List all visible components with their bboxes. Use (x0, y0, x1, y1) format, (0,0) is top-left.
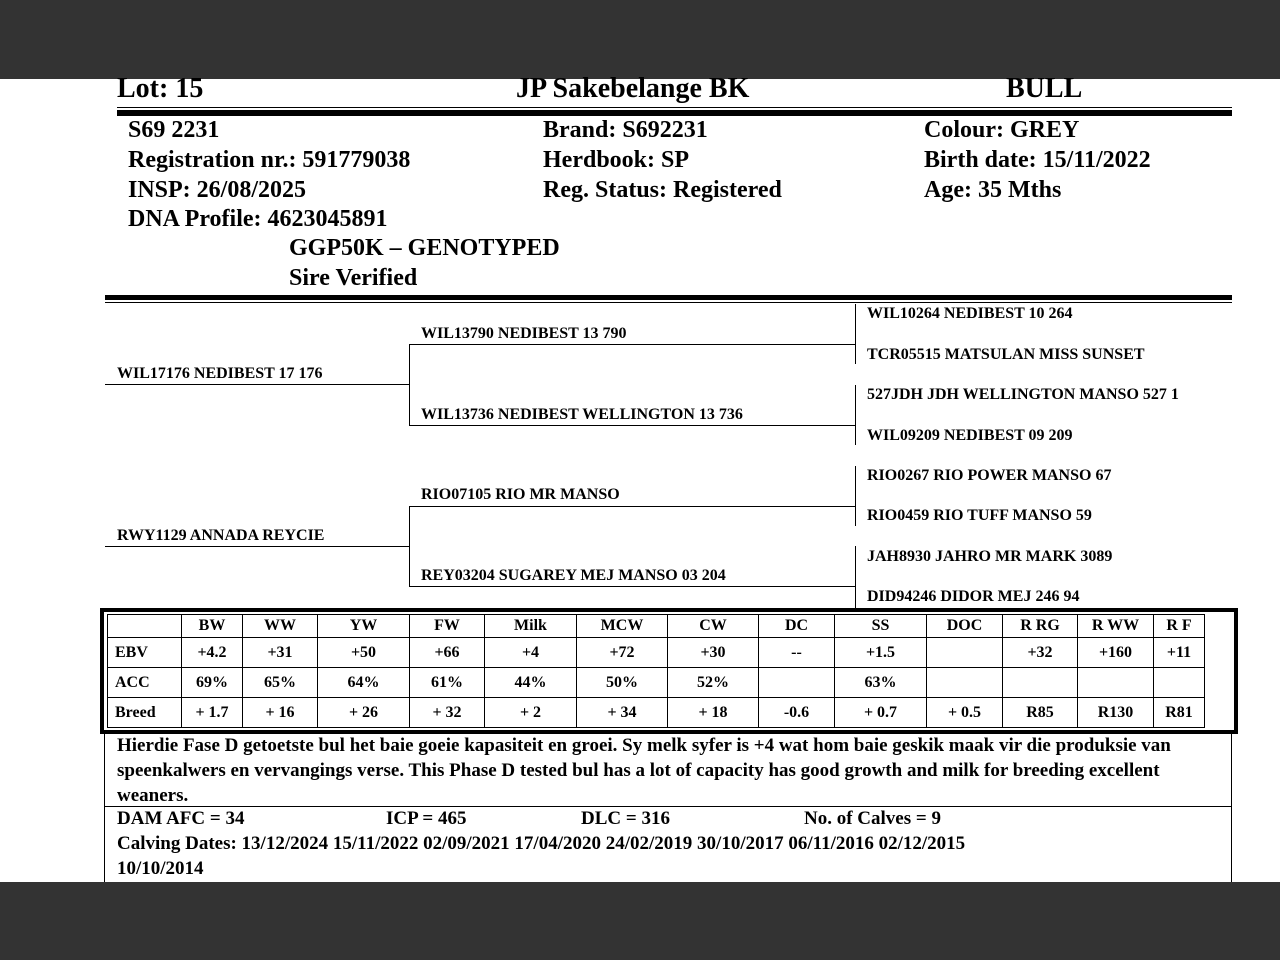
ebv-row (108, 638, 1205, 668)
table-header: DC (759, 615, 835, 638)
table-cell: + 0.7 (835, 698, 927, 728)
sire-dam-name: WIL13736 NEDIBEST WELLINGTON 13 736 (421, 406, 743, 423)
sire-verified: Sire Verified (289, 265, 418, 291)
table-cell: 50% (577, 668, 668, 698)
dam-line (105, 546, 410, 547)
animal-sex: BULL (1006, 73, 1083, 104)
ggp-name: DID94246 DIDOR MEJ 246 94 (867, 588, 1080, 605)
calving-dates-continued: 10/10/2014 (117, 858, 204, 879)
dlc: DLC = 316 (581, 808, 670, 829)
table-header: R F (1154, 615, 1205, 638)
sire-sire-name: WIL13790 NEDIBEST 13 790 (421, 325, 627, 342)
row-label: ACC (108, 668, 182, 698)
number-of-calves: No. of Calves = 9 (804, 808, 941, 829)
herdbook: Herdbook: SP (543, 147, 690, 173)
table-cell: + 34 (577, 698, 668, 728)
table-header: SS (835, 615, 927, 638)
colour: Colour: GREY (924, 117, 1080, 143)
table-header: BW (182, 615, 243, 638)
table-cell: 63% (835, 668, 927, 698)
table-cell: + 0.5 (927, 698, 1003, 728)
ggp-name: TCR05515 MATSULAN MISS SUNSET (867, 346, 1145, 363)
acc-row (108, 668, 1205, 698)
dam-dam-line (409, 586, 855, 587)
ggp-bracket-3 (855, 466, 856, 526)
table-cell: +31 (243, 638, 318, 668)
table-header: CW (668, 615, 759, 638)
table-cell: R85 (1003, 698, 1078, 728)
ggp-name: 527JDH JDH WELLINGTON MANSO 527 1 (867, 386, 1179, 403)
table-cell: + 18 (668, 698, 759, 728)
table-header: FW (410, 615, 485, 638)
table-cell: 44% (485, 668, 577, 698)
table-cell (927, 638, 1003, 668)
dna-profile: DNA Profile: 4623045891 (128, 206, 388, 232)
table-header: YW (318, 615, 410, 638)
table-cell: + 2 (485, 698, 577, 728)
desc-divider (104, 806, 1232, 807)
sire-name: WIL17176 NEDIBEST 17 176 (117, 365, 323, 382)
ggp-name: WIL09209 NEDIBEST 09 209 (867, 427, 1073, 444)
table-cell: +50 (318, 638, 410, 668)
header-thin-rule (117, 107, 1232, 108)
table-cell: +4.2 (182, 638, 243, 668)
table-cell: 61% (410, 668, 485, 698)
ggp-bracket-4 (855, 546, 856, 608)
breed-row (108, 698, 1205, 728)
table-cell: 52% (668, 668, 759, 698)
dam-afc: DAM AFC = 34 (117, 808, 245, 829)
table-cell (1078, 668, 1154, 698)
table-header: R WW (1078, 615, 1154, 638)
ggp-name: WIL10264 NEDIBEST 10 264 (867, 305, 1073, 322)
registration-status: Reg. Status: Registered (543, 177, 782, 203)
table-cell: R130 (1078, 698, 1154, 728)
birth-date: Birth date: 15/11/2022 (924, 147, 1151, 173)
table-cell: +11 (1154, 638, 1205, 668)
table-cell: + 26 (318, 698, 410, 728)
ggp-name: RIO0459 RIO TUFF MANSO 59 (867, 507, 1092, 524)
table-cell: 65% (243, 668, 318, 698)
table-header: Milk (485, 615, 577, 638)
table-cell: + 16 (243, 698, 318, 728)
header-thick-rule (117, 110, 1232, 116)
age: Age: 35 Mths (924, 177, 1062, 203)
table-header: DOC (927, 615, 1003, 638)
table-cell: + 1.7 (182, 698, 243, 728)
dam-bracket (409, 506, 410, 587)
table-header: WW (243, 615, 318, 638)
icp: ICP = 465 (386, 808, 467, 829)
table-cell: +72 (577, 638, 668, 668)
row-label: EBV (108, 638, 182, 668)
sire-dam-line (409, 425, 855, 426)
owner-name: JP Sakebelange BK (516, 73, 750, 104)
table-cell (927, 668, 1003, 698)
row-label: Breed (108, 698, 182, 728)
ggp-name: RIO0267 RIO POWER MANSO 67 (867, 467, 1112, 484)
table-header: MCW (577, 615, 668, 638)
ggp-name: JAH8930 JAHRO MR MARK 3089 (867, 548, 1113, 565)
table-cell: +4 (485, 638, 577, 668)
table-cell: +32 (1003, 638, 1078, 668)
dam-sire-line (409, 506, 855, 507)
table-cell: +30 (668, 638, 759, 668)
table-cell: 69% (182, 668, 243, 698)
dam-name: RWY1129 ANNADA REYCIE (117, 527, 325, 544)
ebv-table (107, 614, 1205, 728)
description-text: Hierdie Fase D getoetste bul het baie goeie kapasiteit en groei. Sy melk syfer is +4 wat hom baie geskik maak vir die produksie van speenkalwers en vervangings verse. This Phase D tested bul has a lot of capacity has good growth and milk for breeding excellent weaners. (117, 735, 1171, 806)
table-cell: R81 (1154, 698, 1205, 728)
info-thick-rule (105, 295, 1232, 300)
table-cell (1154, 668, 1205, 698)
table-cell: -0.6 (759, 698, 835, 728)
table-header: R RG (1003, 615, 1078, 638)
ggp-bracket-2 (855, 385, 856, 445)
ggp-bracket-1 (855, 304, 856, 364)
sire-line (105, 384, 410, 385)
table-cell: +1.5 (835, 638, 927, 668)
animal-id: S69 2231 (128, 117, 220, 143)
ebv-header-row (108, 615, 1205, 638)
sire-sire-line (409, 344, 855, 345)
table-header (108, 615, 182, 638)
registration-number: Registration nr.: 591779038 (128, 147, 411, 173)
table-cell: -- (759, 638, 835, 668)
table-cell (759, 668, 835, 698)
dam-dam-name: REY03204 SUGAREY MEJ MANSO 03 204 (421, 567, 726, 584)
sire-bracket (409, 344, 410, 426)
inspection-date: INSP: 26/08/2025 (128, 177, 307, 203)
genotyped-status: GGP50K – GENOTYPED (289, 235, 560, 261)
table-cell (1003, 668, 1078, 698)
calving-dates: Calving Dates: 13/12/2024 15/11/2022 02/09/2021 17/04/2020 24/02/2019 30/10/2017 06/11/2016 02/12/2015 (117, 833, 966, 854)
dam-sire-name: RIO07105 RIO MR MANSO (421, 486, 620, 503)
info-thin-rule (105, 302, 1232, 303)
table-cell: 64% (318, 668, 410, 698)
table-cell: +160 (1078, 638, 1154, 668)
lot-number: Lot: 15 (117, 73, 204, 104)
table-cell: + 32 (410, 698, 485, 728)
brand: Brand: S692231 (543, 117, 708, 143)
table-cell: +66 (410, 638, 485, 668)
